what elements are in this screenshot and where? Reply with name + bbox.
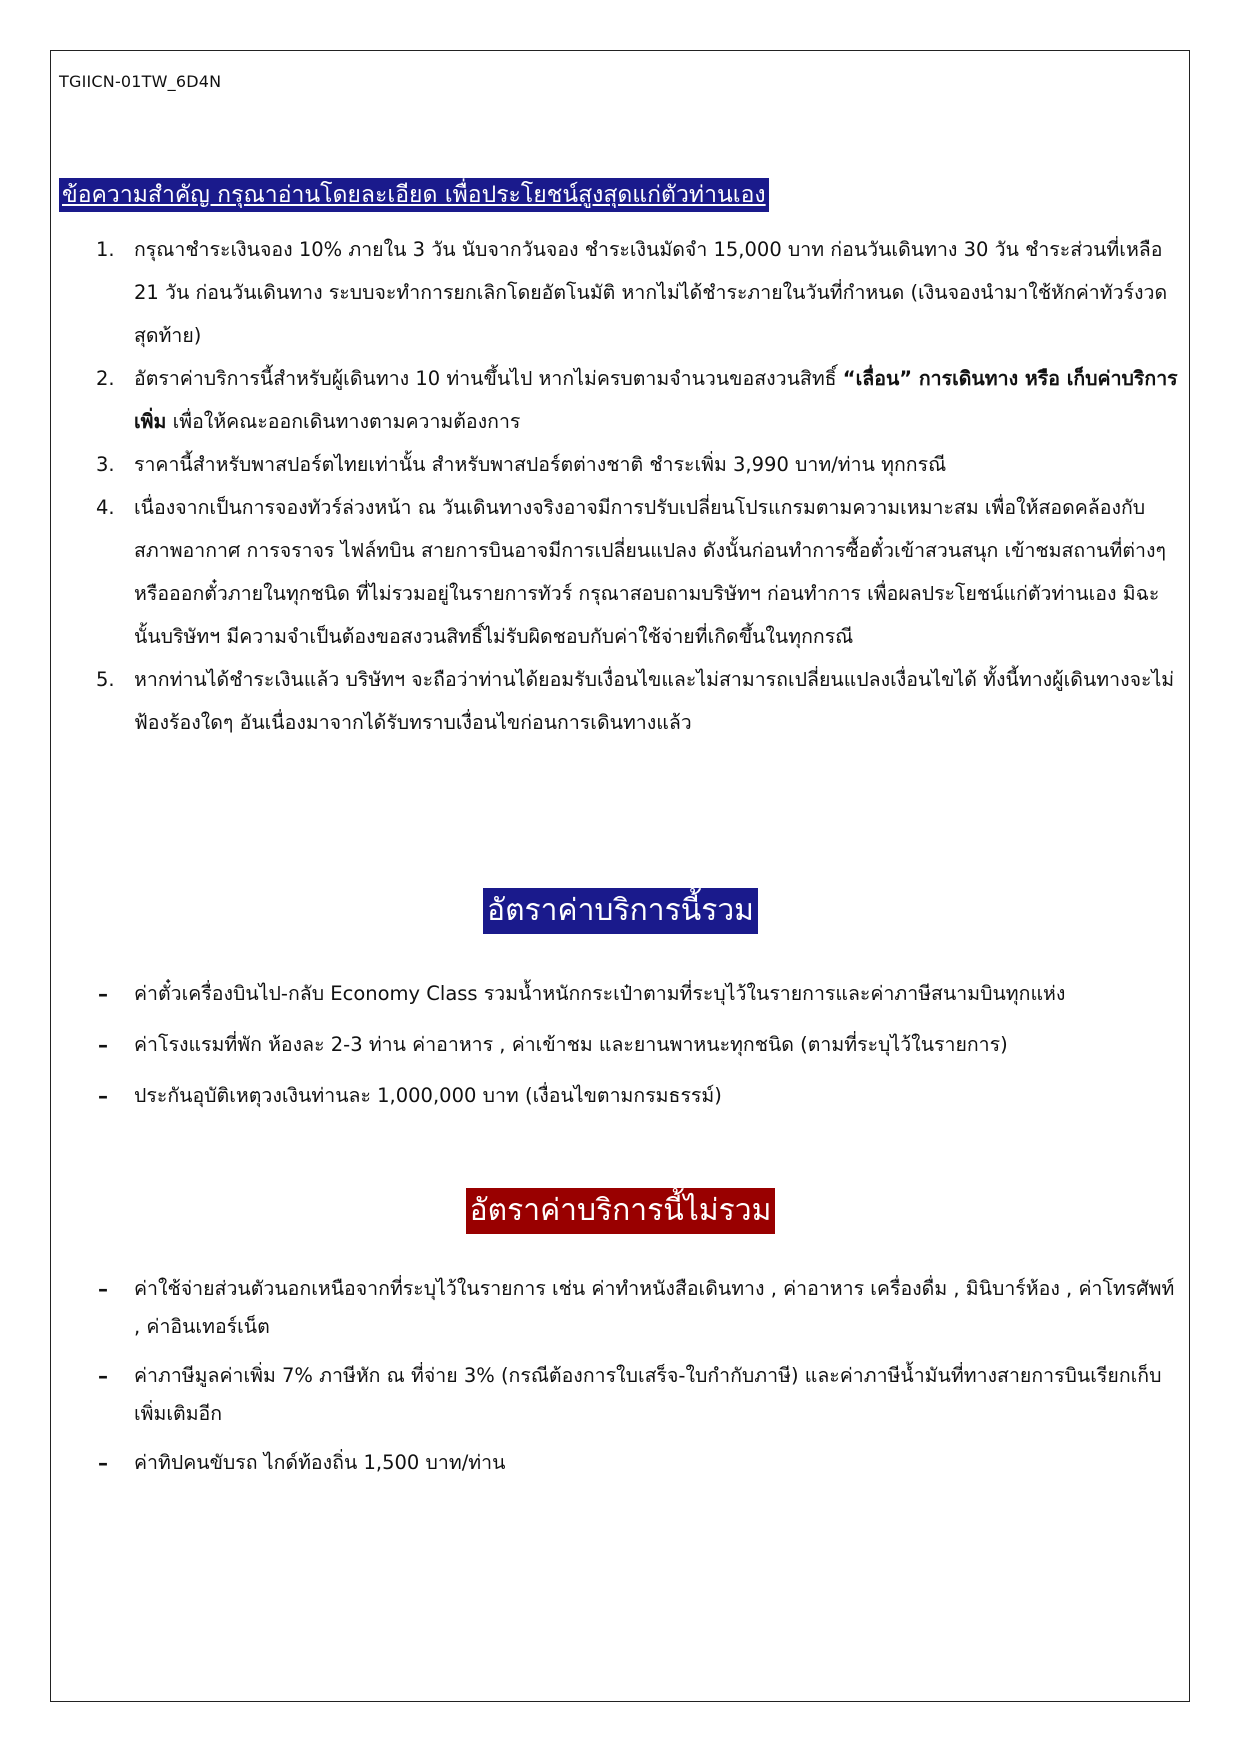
dash-bullet: –	[98, 1033, 108, 1057]
included-item-text: ประกันอุบัติเหตุวงเงินท่านละ 1,000,000 บาท (เงื่อนไขตามกรมธรรม์)	[134, 1084, 722, 1107]
excluded-item-text: ค่าใช้จ่ายส่วนตัวนอกเหนือจากที่ระบุไว้ในรายการ เช่น ค่าทำหนังสือเดินทาง , ค่าอาหาร เครื่องดื่ม , มินิบาร์ห้อง , ค่าโทรศัพท์ , ค่าอินเทอร์เน็ต	[134, 1277, 1175, 1338]
important-notice-heading: ข้อความสำคัญ กรุณาอ่านโดยละเอียด เพื่อประโยชน์สูงสุดแก่ตัวท่านเอง	[59, 178, 769, 212]
excluded-heading: อัตราค่าบริการนี้ไม่รวม	[466, 1188, 776, 1234]
excluded-list	[96, 1270, 1181, 1493]
term-number: 1.	[96, 238, 115, 261]
term-text: เพื่อให้คณะออกเดินทางตามความต้องการ	[172, 410, 521, 433]
term-item-4	[96, 486, 1181, 658]
included-list	[96, 975, 1181, 1128]
term-text: เนื่องจากเป็นการจองทัวร์ล่วงหน้า ณ วันเดินทางจริงอาจมีการปรับเปลี่ยนโปรแกรมตามความเหมาะสม เพื่อให้สอดคล้องกับสภาพอากาศ การจราจร ไฟล์ทบิน สายการบินอาจมีการเปลี่ยนแปลง ดังนั้นก่อนทำการซื้อตั๋วเข้าสวนสนุก เข้าชมสถานที่ต่างๆ หรือออกตั๋วภายในทุกชนิด ที่ไม่รวมอยู่ในรายการทัวร์ กรุณาสอบถามบริษัทฯ ก่อนทำการ เพื่อผลประโยชน์แก่ตัวท่านเอง มิฉะนั้นบริษัทฯ มีความจำเป็นต้องขอสงวนสิทธิ์ไม่รับผิดชอบกับค่าใช้จ่ายที่เกิดขึ้นในทุกกรณี	[134, 496, 1166, 648]
term-text-emphasis: “เลื่อน” การเดินทาง หรือ เก็บค่าบริการเพิ่ม	[134, 367, 1178, 433]
included-item	[96, 975, 1181, 1013]
term-number: 5.	[96, 668, 115, 691]
included-item	[96, 1026, 1181, 1064]
excluded-section	[0, 1188, 1241, 1234]
term-number: 4.	[96, 496, 115, 519]
included-item-text: ค่าโรงแรมที่พัก ห้องละ 2-3 ท่าน ค่าอาหาร , ค่าเข้าชม และยานพาหนะทุกชนิด (ตามที่ระบุไว้ในรายการ)	[134, 1033, 1008, 1056]
excluded-item-text: ค่าทิปคนขับรถ ไกด์ท้องถิ่น 1,500 บาท/ท่าน	[134, 1451, 506, 1474]
excluded-item-text: ค่าภาษีมูลค่าเพิ่ม 7% ภาษีหัก ณ ที่จ่าย 3% (กรณีต้องการใบเสร็จ-ใบกำกับภาษี) และค่าภาษีน้ำมันที่ทางสายการบินเรียกเก็บเพิ่มเติมอีก	[134, 1364, 1162, 1425]
document-code: TGIICN-01TW_6D4N	[59, 72, 222, 91]
terms-list	[96, 228, 1181, 744]
included-section	[0, 888, 1241, 934]
term-item-3	[96, 443, 1181, 486]
included-heading: อัตราค่าบริการนี้รวม	[483, 888, 758, 934]
excluded-item	[96, 1270, 1181, 1346]
excluded-item	[96, 1357, 1181, 1433]
term-text: กรุณาชำระเงินจอง 10% ภายใน 3 วัน นับจากวันจอง ชำระเงินมัดจำ 15,000 บาท ก่อนวันเดินทาง 30 วัน ชำระส่วนที่เหลือ 21 วัน ก่อนวันเดินทาง ระบบจะทำการยกเลิกโดยอัตโนมัติ หากไม่ได้ชำระภายในวันที่กำหนด (เงินจองนำมาใช้หักค่าทัวร์งวดสุดท้าย)	[134, 238, 1168, 347]
term-text: หากท่านได้ชำระเงินแล้ว บริษัทฯ จะถือว่าท่านได้ยอมรับเงื่อนไขและไม่สามารถเปลี่ยนแปลงเงื่อนไขได้ ทั้งนี้ทางผู้เดินทางจะไม่ฟ้องร้องใดๆ อันเนื่องมาจากได้รับทราบเงื่อนไขก่อนการเดินทางแล้ว	[134, 668, 1175, 734]
term-number: 2.	[96, 367, 115, 390]
term-number: 3.	[96, 453, 115, 476]
dash-bullet: –	[98, 1451, 108, 1475]
term-item-2	[96, 357, 1181, 443]
term-text: ราคานี้สำหรับพาสปอร์ตไทยเท่านั้น สำหรับพาสปอร์ตต่างชาติ ชำระเพิ่ม 3,990 บาท/ท่าน ทุกกรณี	[134, 453, 947, 476]
term-text: อัตราค่าบริการนี้สำหรับผู้เดินทาง 10 ท่านขึ้นไป หากไม่ครบตามจำนวนขอสงวนสิทธิ์	[134, 367, 837, 390]
excluded-item	[96, 1444, 1181, 1482]
dash-bullet: –	[98, 982, 108, 1006]
term-item-1	[96, 228, 1181, 357]
included-item-text: ค่าตั๋วเครื่องบินไป-กลับ Economy Class รวมน้ำหนักกระเป๋าตามที่ระบุไว้ในรายการและค่าภาษีสนามบินทุกแห่ง	[134, 982, 1066, 1005]
dash-bullet: –	[98, 1364, 108, 1388]
dash-bullet: –	[98, 1277, 108, 1301]
included-item	[96, 1077, 1181, 1115]
dash-bullet: –	[98, 1084, 108, 1108]
term-item-5	[96, 658, 1181, 744]
